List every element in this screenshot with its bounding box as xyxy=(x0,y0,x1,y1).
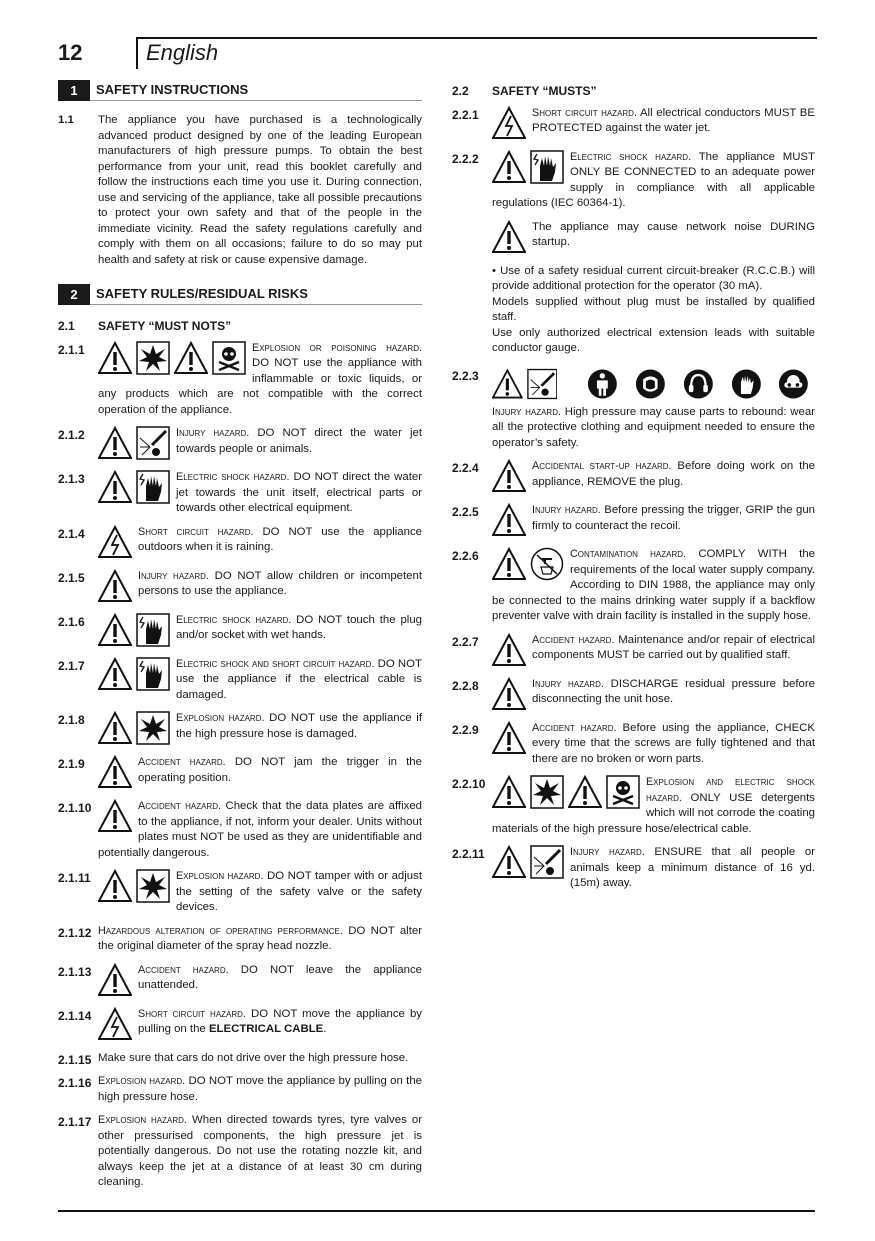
rule-text: The appliance MUST ONLY BE CONNECTED to an adequate power supply in compliance with all applicable regulations (IEC 60364-1). xyxy=(492,150,815,209)
rule-item xyxy=(58,1113,422,1191)
hazard-label: Short circuit hazard. xyxy=(532,106,637,119)
rule-item xyxy=(452,459,815,495)
section-1-heading xyxy=(58,80,422,101)
rule-tail: . xyxy=(323,1023,327,1035)
rule-number: 2.1.9 xyxy=(58,757,85,771)
hazard-label: Electric shock hazard. xyxy=(176,613,292,626)
hazard-label: Electric shock hazard. xyxy=(176,471,290,483)
rule-number: 2.1.10 xyxy=(58,801,92,815)
electric-hand-icon xyxy=(136,470,170,504)
rule-text: DO NOT move the appliance by pulling on the high pressure hose. xyxy=(98,1075,423,1103)
warning-triangle-icon xyxy=(98,755,132,789)
rule-item xyxy=(58,525,422,561)
rule-text: DO NOT touch the plug and/or socket with wet hands. xyxy=(176,613,422,641)
rule-number: 2.2.11 xyxy=(452,847,485,861)
rule-number: 2.1.6 xyxy=(58,614,85,629)
rule-text: DISCHARGE residual pressure before disconnecting the unit hose. xyxy=(532,677,815,705)
rule-number: 2.1.2 xyxy=(58,428,85,442)
rule-number: 2.1.4 xyxy=(58,526,85,541)
section-2-number: 2 xyxy=(58,284,90,305)
section-1-number: 1 xyxy=(58,80,90,101)
face-shield-icon xyxy=(635,367,666,401)
hazard-label: Accident hazard. xyxy=(532,721,617,734)
rule-item xyxy=(58,1074,422,1105)
rule-text: DO NOT leave the appliance unattended. xyxy=(138,963,422,991)
warning-triangle-icon xyxy=(492,775,526,809)
rule-number: 2.1.16 xyxy=(58,1076,92,1090)
hazard-label: Hazardous alteration of operating performance. xyxy=(98,924,343,937)
rule-text: Before using the appliance, CHECK every time that the screws are fully tightened and that there are no broken or worn parts. xyxy=(532,721,815,765)
ear-protection-icon xyxy=(683,367,714,401)
goggles-icon xyxy=(778,367,809,401)
hazard-label: Explosion hazard. xyxy=(176,870,264,882)
electric-hand-icon xyxy=(136,657,170,691)
hazard-label: Accident hazard. xyxy=(138,800,221,812)
rule-item xyxy=(452,775,815,837)
right-column xyxy=(452,80,815,900)
rule-text: COMPLY WITH the requirements of the local water supply company. According to DIN 1988, the appliance may only be connected to the mains drinking water supply if a backflow preventer valve with drain facility is installed in the supply hose. xyxy=(492,548,815,622)
rule-item xyxy=(58,924,422,955)
subsection-number: 2.1 xyxy=(58,319,75,333)
section-1-title: SAFETY INSTRUCTIONS xyxy=(90,80,422,101)
hazard-label: Short circuit hazard. xyxy=(138,525,254,538)
rule-number: 2.1.17 xyxy=(58,1115,92,1129)
rule-text: Check that the data plates are affixed to the appliance, if not, inform your dealer. Units without plates must NOT be used as they are unidentifiable and potentially dangerous. xyxy=(98,800,422,859)
glove-icon xyxy=(731,367,762,401)
lightning-icon xyxy=(492,106,526,140)
rule-text: High pressure may cause parts to rebound: wear all the protective clothing and equipment needed to ensure the operator’s safety. xyxy=(492,405,815,449)
lightning-icon xyxy=(98,525,132,559)
warning-triangle-icon xyxy=(98,711,132,745)
note-extension: Use only authorized electrical extension leads with suitable conductor gauge. xyxy=(492,326,815,354)
rule-text: DO NOT allow children or incompetent persons to use the appliance. xyxy=(138,569,422,597)
rule-number: 2.1.15 xyxy=(58,1052,92,1067)
subsection-2-2 xyxy=(452,84,815,100)
warning-triangle-icon xyxy=(492,220,526,254)
header-bar xyxy=(136,37,817,69)
rule-number: 2.1.1 xyxy=(58,342,85,357)
rule-item xyxy=(58,470,422,517)
rule-number: 2.1.7 xyxy=(58,658,85,673)
explosion-icon xyxy=(530,775,564,809)
rule-number: 2.1.11 xyxy=(58,871,91,885)
rule-item xyxy=(58,869,422,916)
rule-number: 2.1.3 xyxy=(58,472,85,486)
paragraph-number: 1.1 xyxy=(58,114,74,126)
rule-item xyxy=(58,1007,422,1043)
rule-item xyxy=(58,963,422,999)
rule-text: DO NOT use the appliance if the electrical cable is damaged. xyxy=(176,657,422,701)
rule-text: DO NOT jam the trigger in the operating position. xyxy=(138,756,422,784)
rule-item xyxy=(452,547,815,625)
section-2-title: SAFETY RULES/RESIDUAL RISKS xyxy=(90,284,422,305)
hazard-label: Explosion hazard. xyxy=(176,712,265,724)
rule-text: Before doing work on the appliance, REMOVE the plug. xyxy=(532,460,816,488)
note-noise: The appliance may cause network noise DURING startup. xyxy=(532,220,815,248)
subsection-2-1 xyxy=(58,319,422,335)
water-jet-icon xyxy=(136,426,170,460)
warning-triangle-icon xyxy=(98,613,132,647)
warning-triangle-icon xyxy=(492,150,526,184)
skull-icon xyxy=(212,341,246,375)
footer-rule xyxy=(58,1210,815,1212)
hazard-label: Injury hazard. xyxy=(532,677,604,690)
subsection-number: 2.2 xyxy=(452,84,469,98)
rule-number: 2.2.7 xyxy=(452,634,479,649)
hazard-label: Electric shock hazard. xyxy=(570,150,692,163)
warning-triangle-icon xyxy=(98,341,132,375)
note-rccb: • Use of a safety residual current circuit-breaker (R.C.C.B.) will provide additional protection for the operator (30 mA). xyxy=(492,264,815,292)
paragraph-1-1 xyxy=(58,113,422,268)
rule-item xyxy=(58,569,422,605)
rule-item xyxy=(452,150,815,212)
rule-number: 2.2.2 xyxy=(452,151,479,166)
warning-triangle-icon xyxy=(174,341,208,375)
rule-item xyxy=(58,341,422,419)
rule-item xyxy=(58,711,422,747)
note-item xyxy=(452,220,815,256)
warning-triangle-icon xyxy=(492,721,526,755)
left-column xyxy=(58,80,422,1199)
warning-triangle-icon xyxy=(98,657,132,691)
rule-item xyxy=(452,503,815,539)
rule-text: All electrical conductors MUST BE PROTECTED against the water jet. xyxy=(532,106,815,134)
warning-triangle-icon xyxy=(492,547,526,581)
rule-text: Maintenance and/or repair of electrical components MUST be carried out by qualified staff. xyxy=(532,633,815,661)
rule-number: 2.2.8 xyxy=(452,678,479,693)
rule-text: DO NOT use the appliance outdoors when it is raining. xyxy=(138,525,422,553)
hazard-label: Injury hazard. xyxy=(138,569,209,582)
explosion-icon xyxy=(136,341,170,375)
note-models: Models supplied without plug must be installed by qualified staff. xyxy=(492,295,815,323)
skull-icon xyxy=(606,775,640,809)
rule-text: DO NOT alter the original diameter of the spray head nozzle. xyxy=(98,924,422,952)
rule-text: ONLY USE detergents which will not corrode the coating materials of the high pressure hose/electrical cable. xyxy=(492,791,815,835)
electric-hand-icon xyxy=(530,150,564,184)
rule-number: 2.2.9 xyxy=(452,722,479,737)
rule-text: DO NOT tamper with or adjust the setting of the safety valve or the safety devices. xyxy=(176,870,422,913)
rule-text: When directed towards tyres, tyre valves or other pressurised components, the high pressure jet is potentially dangerous. Do not use the rotating nozzle kit, and always keep the jet at a distance of at least 30 cm during cleaning. xyxy=(98,1114,422,1188)
warning-triangle-icon xyxy=(568,775,602,809)
explosion-icon xyxy=(136,711,170,745)
hazard-label: Injury hazard. xyxy=(176,427,250,439)
no-drinking-water-icon xyxy=(530,547,564,581)
warning-triangle-icon xyxy=(98,799,132,833)
rule-item xyxy=(58,613,422,649)
warning-triangle-icon xyxy=(492,459,526,493)
section-2-heading xyxy=(58,284,422,305)
subsection-title: SAFETY “MUST NOTS” xyxy=(98,319,232,333)
rule-text: DO NOT move the appliance by pulling on the xyxy=(138,1007,422,1035)
rule-text: Make sure that cars do not drive over the high pressure hose. xyxy=(98,1051,409,1064)
rule-text: DO NOT direct the water jet towards people or animals. xyxy=(176,427,423,455)
page-number: 12 xyxy=(58,40,83,65)
hazard-label: Electric shock and short circuit hazard. xyxy=(176,657,375,670)
subsection-title: SAFETY “MUSTS” xyxy=(492,84,597,98)
rule-text: Before pressing the trigger, GRIP the gun firmly to counteract the recoil. xyxy=(532,504,815,532)
rule-item xyxy=(58,799,422,861)
rule-item xyxy=(58,426,422,462)
rule-number: 2.2.6 xyxy=(452,549,479,563)
explosion-icon xyxy=(136,869,170,903)
hazard-label: Accident hazard. xyxy=(532,633,615,646)
warning-triangle-icon xyxy=(492,503,526,537)
hazard-label: Explosion hazard. xyxy=(98,1075,186,1087)
rule-text: DO NOT use the appliance if the high pressure hose is damaged. xyxy=(176,712,422,740)
warning-triangle-icon xyxy=(98,869,132,903)
hazard-label: Injury hazard. xyxy=(532,504,601,516)
rule-text: DO NOT use the appliance with inflammable or toxic liquids, or any products which are not compatible with the correct operation of the appliance. xyxy=(98,357,422,416)
rule-item xyxy=(452,367,815,452)
rule-item xyxy=(452,677,815,713)
rule-number: 2.1.13 xyxy=(58,964,92,979)
water-jet-icon xyxy=(530,845,564,879)
rule-item xyxy=(58,657,422,704)
hazard-label: Accident hazard. xyxy=(138,756,226,768)
rule-item xyxy=(58,1051,422,1067)
hazard-label: Injury hazard. xyxy=(570,846,645,858)
rule-number: 2.2.4 xyxy=(452,461,479,475)
hazard-label: Explosion hazard. xyxy=(98,1114,187,1126)
rule-item xyxy=(452,106,815,142)
hazard-label: Explosion and electric shock hazard. xyxy=(646,776,815,804)
rule-item xyxy=(452,721,815,768)
rule-emphasis: ELECTRICAL CABLE xyxy=(208,1023,324,1035)
rule-number: 2.2.1 xyxy=(452,107,479,122)
rule-item xyxy=(58,755,422,791)
warning-triangle-icon xyxy=(98,426,132,460)
rule-item xyxy=(452,633,815,669)
hazard-label: Injury hazard. xyxy=(492,405,561,418)
lightning-icon xyxy=(98,1007,132,1041)
water-jet-icon xyxy=(527,367,558,401)
header-language: English xyxy=(146,40,219,65)
hazard-label: Accident hazard. xyxy=(138,963,229,976)
warning-triangle-icon xyxy=(98,963,132,997)
warning-triangle-icon xyxy=(492,677,526,711)
hazard-label: Accidental start-up hazard. xyxy=(532,460,672,472)
rule-item xyxy=(452,845,815,892)
rule-text: DO NOT direct the water jet towards the unit itself, electrical parts or towards other electrical equipment. xyxy=(176,471,422,514)
rule-number: 2.2.10 xyxy=(452,777,486,791)
rule-number: 2.1.12 xyxy=(58,925,92,940)
rule-number: 2.1.14 xyxy=(58,1008,92,1023)
hazard-label: Short circuit hazard. xyxy=(138,1007,246,1020)
electric-hand-icon xyxy=(136,613,170,647)
warning-triangle-icon xyxy=(98,569,132,603)
warning-triangle-icon xyxy=(492,845,526,879)
rule-text: ENSURE that all people or animals keep a minimum distance of 16 yd. (15m) away. xyxy=(570,846,815,889)
paragraph-text: The appliance you have purchased is a technologically advanced product designed by one of the leading European manufacturers of high pressure pumps. To obtain the best performance from your unit, read this booklet carefully and follow the instructions each time you use it. During connection, use and servicing of the appliance, take all possible precautions to protect your own safety and that of the people in the immediate vicinity. Read the safety regulations carefully and comply with them on all occasions; failure to do so may put health and safety at risk or cause expensive damage. xyxy=(98,114,422,266)
rule-number: 2.1.5 xyxy=(58,570,85,585)
hazard-label: Contamination hazard. xyxy=(570,548,686,560)
warning-triangle-icon xyxy=(492,633,526,667)
protective-clothing-icon xyxy=(587,367,618,401)
warning-triangle-icon xyxy=(492,367,523,401)
rule-number: 2.2.5 xyxy=(452,505,479,519)
rule-number: 2.1.8 xyxy=(58,713,85,727)
rule-number: 2.2.3 xyxy=(452,368,479,383)
hazard-label: Explosion or poisoning hazard. xyxy=(252,341,422,354)
warning-triangle-icon xyxy=(98,470,132,504)
